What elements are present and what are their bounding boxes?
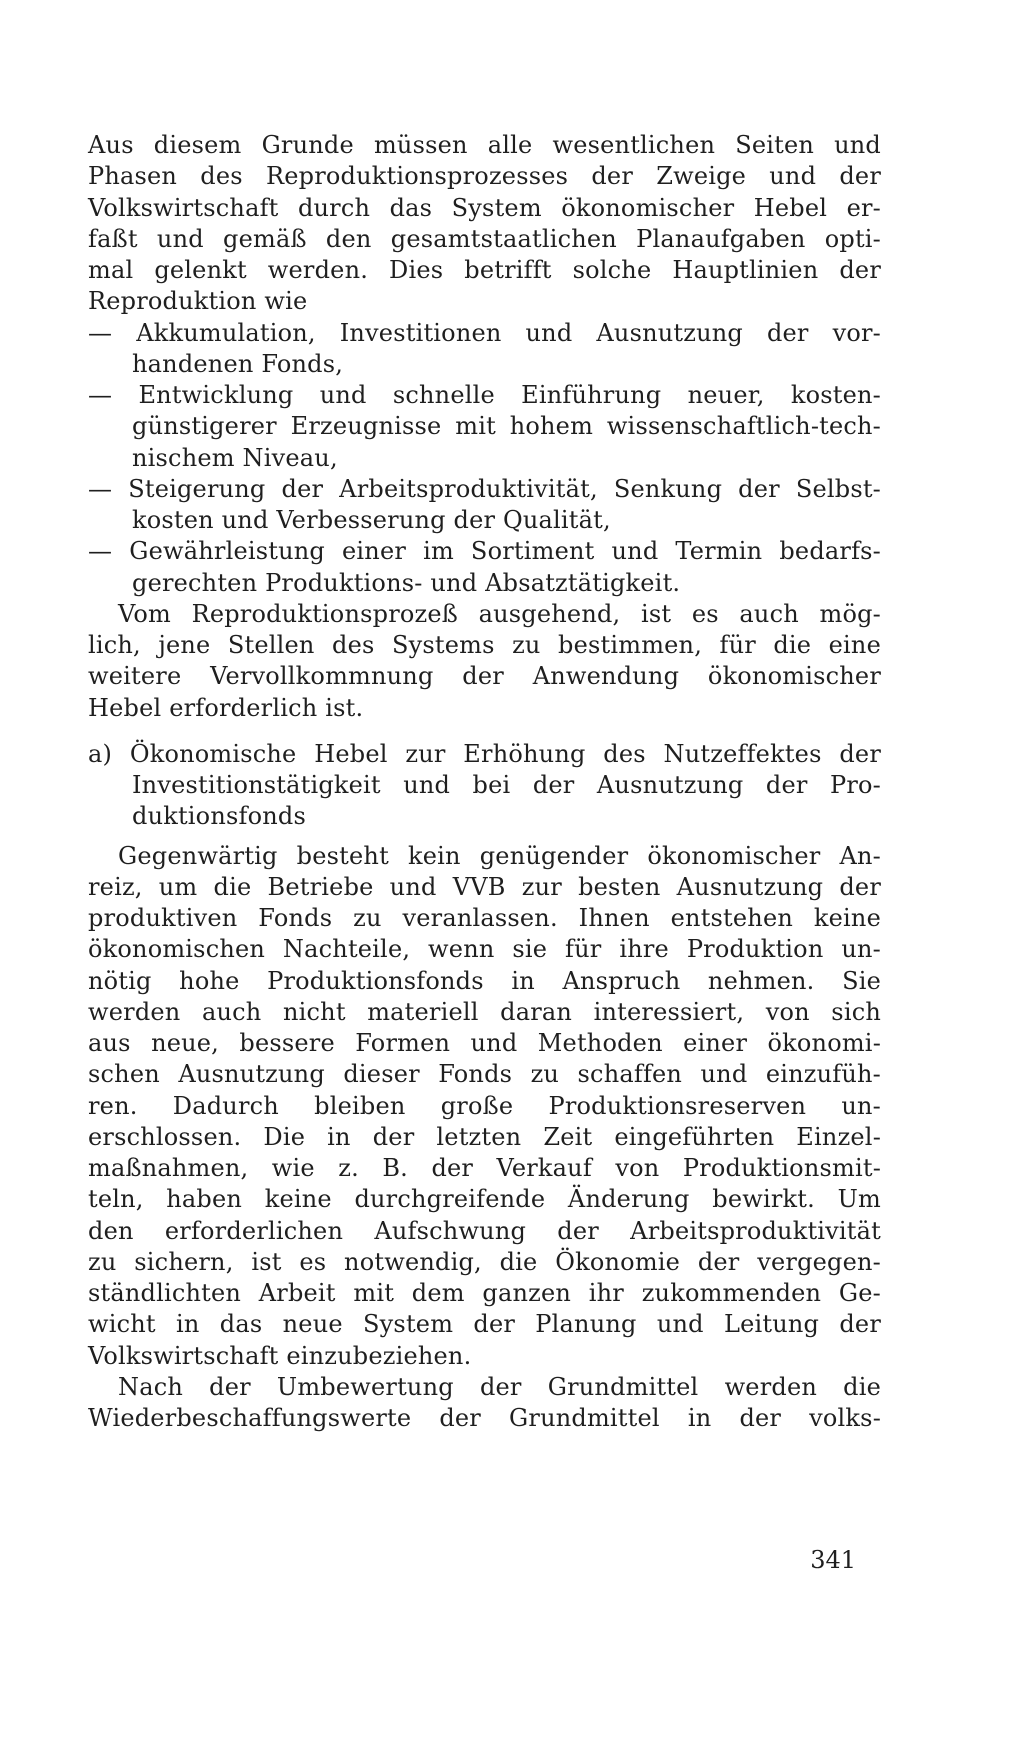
text-line: reiz, um die Betriebe und VVB zur besten Ausnutzung der <box>88 872 881 901</box>
list-item-line: — Akkumulation, Investitionen und Ausnutzung der vor- <box>88 318 881 347</box>
text-line: produktiven Fonds zu veranlassen. Ihnen entstehen keine <box>88 904 881 932</box>
section-heading-line: duktionsfonds <box>132 802 306 831</box>
text-line: mal gelenkt werden. Dies betrifft solche Hauptlinien der <box>88 256 881 284</box>
text-line: weitere Vervollkommnung der Anwendung ökonomischer <box>88 662 881 691</box>
text-line: werden auch nicht materiell daran interessiert, von sich <box>88 997 881 1026</box>
text-line: Vom Reproduktionsprozeß ausgehend, ist es auch mög- <box>118 599 881 628</box>
text-line: Nach der Umbewertung der Grundmittel werden die <box>118 1372 881 1401</box>
text-line: ständlichten Arbeit mit dem ganzen ihr zukommenden Ge- <box>88 1279 881 1307</box>
text-line: Reproduktion wie <box>88 287 308 316</box>
text-line: faßt und gemäß den gesamtstaatlichen Planaufgaben opti- <box>88 224 881 253</box>
text-line: schen Ausnutzung dieser Fonds zu schaffen und einzufüh- <box>88 1060 881 1089</box>
list-item-line: gerechten Produktions- und Absatztätigkeit. <box>132 568 681 597</box>
text-line: Hebel erforderlich ist. <box>88 693 364 722</box>
text-line: ren. Dadurch bleiben große Produktionsreserven un- <box>88 1091 881 1120</box>
list-item-line: günstigerer Erzeugnisse mit hohem wissenschaftlich-tech- <box>132 412 881 441</box>
text-line: den erforderlichen Aufschwung der Arbeitsproduktivität <box>88 1216 881 1245</box>
list-item-line: — Steigerung der Arbeitsproduktivität, Senkung der Selbst- <box>88 474 881 503</box>
list-item-line: handenen Fonds, <box>132 349 344 378</box>
section-gap <box>88 724 881 739</box>
text-line: Volkswirtschaft durch das System ökonomischer Hebel er- <box>88 193 881 222</box>
text-line: Volkswirtschaft einzubeziehen. <box>88 1341 472 1370</box>
text-line: Wiederbeschaffungswerte der Grundmittel in der volks- <box>88 1404 881 1432</box>
text-line: zu sichern, ist es notwendig, die Ökonomie der vergegen- <box>88 1247 881 1276</box>
list-item-line: nischem Niveau, <box>132 443 338 472</box>
list-item-line: — Entwicklung und schnelle Einführung neuer, kosten- <box>88 381 881 409</box>
text-line: lich, jene Stellen des Systems zu bestimmen, für die eine <box>88 631 881 659</box>
body-text <box>88 130 881 1434</box>
text-line: ökonomischen Nachteile, wenn sie für ihre Produktion un- <box>88 935 881 964</box>
section-heading-line: Investitionstätigkeit und bei der Ausnutzung der Pro- <box>132 771 881 799</box>
text-line: Phasen des Reproduktionsprozesses der Zweige und der <box>88 162 881 191</box>
text-line: aus neue, bessere Formen und Methoden einer ökonomi- <box>88 1029 881 1057</box>
text-line: teln, haben keine durchgreifende Änderung bewirkt. Um <box>88 1185 881 1214</box>
text-line: Gegenwärtig besteht kein genügender ökonomischer An- <box>118 841 881 870</box>
list-item-line: — Gewährleistung einer im Sortiment und Termin bedarfs- <box>88 537 881 566</box>
list-item-line: kosten und Verbesserung der Qualität, <box>132 506 611 534</box>
text-line: Aus diesem Grunde müssen alle wesentlichen Seiten und <box>88 131 881 159</box>
text-line: nötig hohe Produktionsfonds in Anspruch nehmen. Sie <box>88 966 881 995</box>
section-gap <box>88 833 881 841</box>
text-line: erschlossen. Die in der letzten Zeit eingeführten Einzel- <box>88 1122 881 1151</box>
text-line: wicht in das neue System der Planung und Leitung der <box>88 1310 881 1339</box>
section-heading-line: a) Ökonomische Hebel zur Erhöhung des Nutzeffektes der <box>88 739 881 768</box>
text-line: maßnahmen, wie z. B. der Verkauf von Produktionsmit- <box>88 1154 881 1182</box>
page-number: 341 <box>810 1546 856 1574</box>
